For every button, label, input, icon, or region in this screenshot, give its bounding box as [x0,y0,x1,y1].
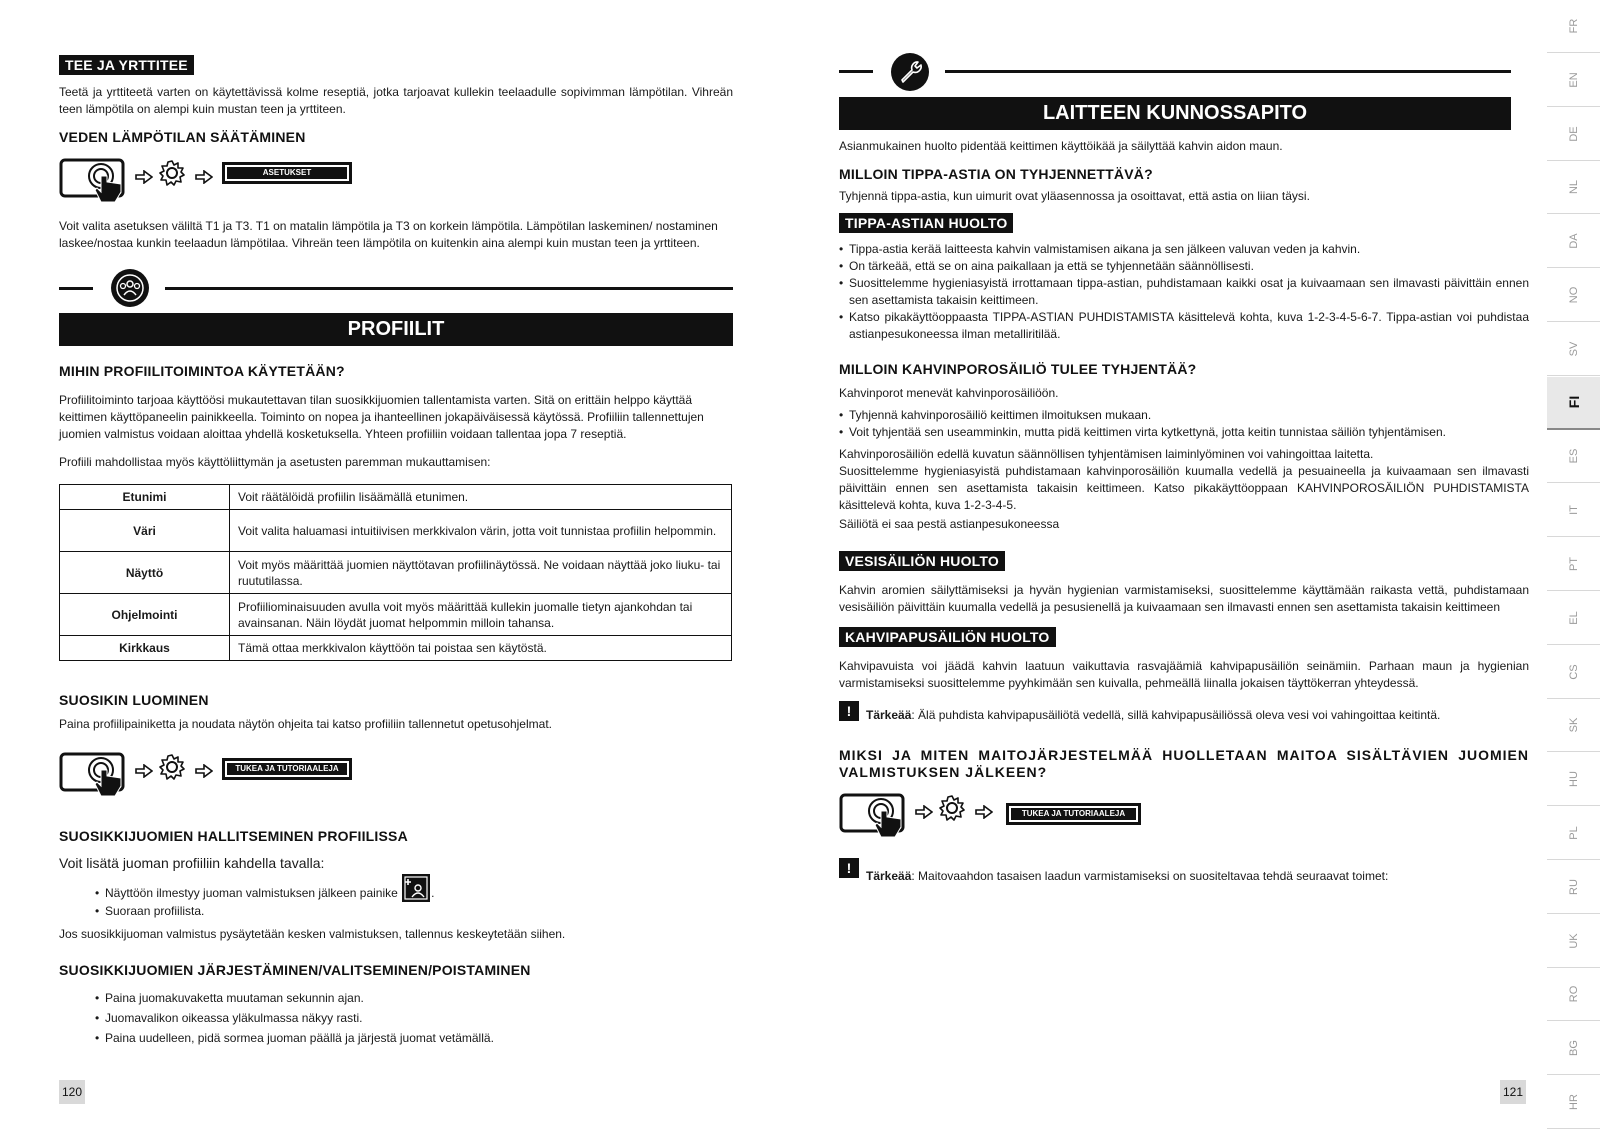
tea-tag: TEE JA YRTTITEE [59,55,194,75]
bean-container-text: Kahvipavuista voi jäädä kahvin laatuun vaikuttavia rasvajäämiä kahvipapusäiliön seinämiin. Parhaan maun ja hygienian varmistamiseksi suosittelemme pyyhkimään sen kuivalla, pehmeällä liinalla jokaisen täyttökerran yhteydessä. [839,659,1529,690]
grounds-list [839,407,1529,441]
language-tab-label: ES [1567,449,1580,464]
gear-icon [159,160,185,186]
section-rule-left [59,287,93,290]
language-tab-label: PT [1567,556,1580,572]
temp-text: Voit valita asetuksen väliltä T1 ja T3. T1 on matalin lämpötila ja T3 on korkein lämpötila. Lämpötilan laskeminen/ nostaminen laskee/nostaa kunkin teelaadun lämpötilaa. Vihreän teen lämpötila on kuitenkin aina alempi kuin mustan teen ja yrttiteen. [59,219,718,250]
arrow-right-icon [195,764,213,778]
language-tab-label: FR [1567,18,1580,34]
language-tab-en[interactable] [1547,54,1600,107]
warning-2-text: : Maitovaahdon tasaisen laadun varmistamiseksi on suositeltavaa tehdä seuraavat toimet: [911,869,1389,883]
table-key: Kirkkaus [60,636,230,661]
drip-tag: TIPPA-ASTIAN HUOLTO [839,213,1013,233]
touch-screen-icon [839,793,919,843]
table-value: Voit valita haluamasi intuitiivisen merkkivalon värin, jotta voit tunnistaa profiilin helpommin. [230,510,732,552]
grounds-paragraph-3: Säiliötä ei saa pestä astianpesukoneessa [839,517,1060,531]
table-key: Etunimi [60,485,230,510]
language-tab-it[interactable] [1547,484,1600,537]
drip-answer: Tyhjennä tippa-astia, kun uimurit ovat yläasennossa ja osoittavat, että astia on liian täysi. [839,189,1310,203]
table-key: Näyttö [60,552,230,594]
arrow-right-icon [975,805,993,819]
language-tab-label: SK [1567,718,1580,733]
arrow-right-icon [135,764,153,778]
table-value: Tämä ottaa merkkivalon käyttöön tai poistaa sen käytöstä. [230,636,732,661]
language-tab-el[interactable] [1547,592,1600,645]
grounds-paragraph-1: Kahvinporosäiliön edellä kuvatun säännöllisen tyhjentämisen laiminlyöminen voi vahingoittaa laitetta. [839,447,1374,461]
manage-item-1: Näyttöön ilmestyy juoman valmistuksen jälkeen painike [105,886,398,901]
maintenance-intro: Asianmukainen huolto pidentää keittimen käyttöikää ja säilyttää kahvin aidon maun. [839,139,1283,153]
list-item: • Paina uudelleen, pidä sormea juoman päällä ja järjestä juomat vetämällä. [95,1030,695,1047]
support-menu-label: TUKEA JA TUTORIAALEJA [222,758,352,780]
support-flow [59,752,379,802]
language-tab-sv[interactable] [1547,323,1600,376]
language-tab-label: SV [1567,341,1580,357]
support-menu-label: TUKEA JA TUTORIAALEJA [1006,803,1141,825]
language-tab-no[interactable] [1547,269,1600,322]
favorite-heading: SUOSIKIN LUOMINEN [59,692,209,708]
touch-screen-icon [59,752,139,802]
language-tab-nl[interactable] [1547,161,1600,214]
warning-1-text: : Älä puhdista kahvipapusäiliötä vedellä, sillä kahvipapusäiliössä oleva vesi voi vahingoittaa keitintä. [911,708,1441,722]
water-tank-tag: VESISÄILIÖN HUOLTO [839,551,1005,571]
table-value: Voit myös määrittää juomien näyttötavan profiilinäytössä. Ne voidaan näyttää joko liuku- tai ruututilassa. [230,552,732,594]
profile-options-table [59,484,732,661]
language-tab-es[interactable] [1547,430,1600,483]
list-item: • Katso pikakäyttöoppaasta TIPPA-ASTIAN PUHDISTAMISTA käsittelevä kohta, kuva 1-2-3-4-5-6-7. Tippa-astian voi puhdistaa astianpesukoneessa ilman metalliritilää. [839,309,1529,343]
language-tab-ro[interactable] [1547,968,1600,1021]
settings-menu-label: ASETUKSET [222,162,352,184]
language-tab-label: IT [1567,505,1580,516]
manage-note: Jos suosikkijuoman valmistus pysäytetään kesken valmistuksen, tallennus keskeytetään siihen. [59,927,566,941]
favorite-text: Paina profiilipainiketta ja noudata näytön ohjeita tai katso profiiliin tallennetut opetusohjelmat. [59,717,552,731]
page-number: 120 [59,1080,85,1104]
table-row [60,485,732,510]
language-tab-label: RO [1567,986,1580,1003]
language-tab-fr[interactable] [1547,0,1600,53]
maintenance-section-icon [891,53,929,91]
language-tab-fi[interactable] [1547,377,1600,430]
language-tabs [1547,0,1600,1130]
language-tab-label: HU [1567,771,1580,788]
arrow-right-icon [915,805,933,819]
touch-screen-icon [59,158,139,208]
manage-list [95,885,695,920]
profiles-section-icon [111,269,149,307]
arrow-right-icon [195,170,213,184]
language-tab-cs[interactable] [1547,646,1600,699]
language-tab-pt[interactable] [1547,538,1600,591]
list-item: • Tyhjennä kahvinporosäiliö keittimen ilmoituksen mukaan. [839,407,1529,424]
profiles-title: PROFIILIT [59,313,733,346]
important-label: Tärkeää [866,869,912,883]
table-row [60,636,732,661]
list-item: • Suoraan profiilista. [95,903,695,920]
support-flow [839,793,1159,843]
language-tab-label: EN [1567,72,1580,88]
maintenance-title: LAITTEEN KUNNOSSAPITO [839,97,1511,130]
wrench-icon [891,53,929,91]
drip-list [839,241,1529,343]
language-tab-label: NO [1567,286,1580,304]
bean-container-tag: KAHVIPAPUSÄILIÖN HUOLTO [839,627,1056,647]
language-tab-label: BG [1567,1040,1580,1057]
warning-2 [866,868,1526,885]
gear-icon [159,754,185,780]
language-tab-label: DA [1567,233,1580,249]
list-item: • Voit tyhjentää sen useamminkin, mutta pidä keittimen virta kytkettynä, jotta keitin tunnistaa säiliön tyhjentämisen. [839,424,1529,441]
add-to-profile-icon [401,873,431,903]
users-icon [111,269,149,307]
language-tab-label: FI [1565,395,1582,409]
sort-list [95,990,695,1047]
settings-flow [59,158,379,208]
language-tab-label: NL [1567,180,1580,195]
language-tab-uk[interactable] [1547,915,1600,968]
table-row [60,594,732,636]
language-tab-label: RU [1567,878,1580,895]
table-value: Voit räätälöidä profiilin lisäämällä etunimen. [230,485,732,510]
grounds-intro: Kahvinporot menevät kahvinporosäiliöön. [839,386,1059,400]
language-tab-label: PL [1567,826,1580,840]
language-tab-da[interactable] [1547,215,1600,268]
section-rule-left [839,70,873,73]
table-key: Väri [60,510,230,552]
gear-icon [939,795,965,821]
manage-heading: SUOSIKKIJUOMIEN HALLITSEMINEN PROFIILISSA [59,828,408,844]
page-number: 121 [1500,1080,1526,1104]
sort-heading: SUOSIKKIJUOMIEN JÄRJESTÄMINEN/VALITSEMINEN/POISTAMINEN [59,962,531,978]
language-tab-label: HR [1567,1094,1580,1110]
list-item: • Näyttöön ilmestyy juoman valmistuksen jälkeen painike . [95,885,695,903]
drip-question: MILLOIN TIPPA-ASTIA ON TYHJENNETTÄVÄ? [839,166,1153,182]
profiles-paragraph-1: Profiilitoiminto tarjoaa käyttöösi mukautettavan tilan suosikkijuomien tallentamista varten. Sitä on erittäin helppo käyttää keittimen käyttöpaneelin painikkeella. Toiminto on nopea ja ihanteellinen jokapäiväisessä käytössä. Profiiliin tallennettujen juomien valmistus voidaan aloittaa yhdellä kosketuksella. Yhteen profiiliin voidaan tallentaa jopa 7 reseptiä. [59,393,704,441]
table-key: Ohjelmointi [60,594,230,636]
language-tab-sk[interactable] [1547,699,1600,752]
table-value: Profiiliominaisuuden avulla voit myös määrittää kullekin juomalle tietyn ajankohdan tai avainsanan. Näin löydät juomat helpommin milloin tahansa. [230,594,732,636]
section-rule-right [945,70,1511,73]
tea-text: Teetä ja yrttiteetä varten on käytettävissä kolme reseptiä, jotka tarjoavat kullekin teelaadulle sopivimman lämpötilan. Vihreän teen lämpötila on alempi kuin mustan teen ja yrttiteen. [59,85,733,116]
warning-icon: ! [839,701,859,721]
table-row [60,552,732,594]
milk-question: MIKSI JA MITEN MAITOJÄRJESTELMÄÄ HUOLLETAAN MAITOA SISÄLTÄVIEN JUOMIEN VALMISTUKSEN JÄLKEEN? [839,747,1529,780]
arrow-right-icon [135,170,153,184]
language-tab-ru[interactable] [1547,861,1600,914]
language-tab-hu[interactable] [1547,753,1600,806]
water-temp-heading: VEDEN LÄMPÖTILAN SÄÄTÄMINEN [59,129,306,145]
list-item: • Tippa-astia kerää laitteesta kahvin valmistamisen aikana ja sen jälkeen valuvan veden ja kahvin. [839,241,1529,258]
language-tab-label: EL [1567,611,1580,625]
language-tab-de[interactable] [1547,108,1600,161]
list-item: • On tärkeää, että se on aina paikallaan ja että se tyhjennetään säännöllisesti. [839,258,1529,275]
profiles-paragraph-2: Profiili mahdollistaa myös käyttöliittymän ja asetusten paremman mukauttamisen: [59,455,491,469]
language-tab-hr[interactable] [1547,1076,1600,1129]
grounds-question: MILLOIN KAHVINPOROSÄILIÖ TULEE TYHJENTÄÄ? [839,361,1197,377]
warning-1 [866,707,1526,724]
warning-icon: ! [839,858,859,878]
section-rule-right [165,287,733,290]
list-item: • Suosittelemme hygieniasyistä irrottamaan tippa-astian, puhdistamaan kaikki osat ja kuivaamaan sen ilmavasti päivittäin ennen sen asettamista takaisin keittimeen. [839,275,1529,309]
manage-intro: Voit lisätä juoman profiiliin kahdella tavalla: [59,855,325,871]
grounds-paragraph-2: Suosittelemme hygieniasyistä puhdistamaan kahvinporosäiliön kuumalla vedellä ja pesuaineella ja kuivaamaan sen ilmavasti päivittäin ennen sen asettamista takaisin keittimeen. Katso pikakäyttöoppaan KAHVINPOROSÄILIÖN PUHDISTAMISTA käsittelevä kohta, kuva 1-2-3-4-5. [839,464,1529,512]
language-tab-bg[interactable] [1547,1022,1600,1075]
language-tab-label: UK [1567,932,1580,949]
important-label: Tärkeää [866,708,912,722]
language-tab-label: CS [1567,663,1580,680]
table-row [60,510,732,552]
list-item: • Juomavalikon oikeassa yläkulmassa näkyy rasti. [95,1010,695,1027]
profiles-question: MIHIN PROFIILITOIMINTOA KÄYTETÄÄN? [59,363,345,379]
list-item: • Paina juomakuvaketta muutaman sekunnin ajan. [95,990,695,1007]
language-tab-pl[interactable] [1547,807,1600,860]
language-tab-label: DE [1567,125,1580,142]
water-tank-text: Kahvin aromien säilyttämiseksi ja hyvän hygienian varmistamiseksi, suosittelemme käyttämään raikasta vettä, puhdistamaan vesisäiliön päivittäin kuumalla vedellä ja pesusienellä ja kuivaamaan sen ilmavasti ennen sen asettamista takaisin keittimeen [839,583,1529,614]
